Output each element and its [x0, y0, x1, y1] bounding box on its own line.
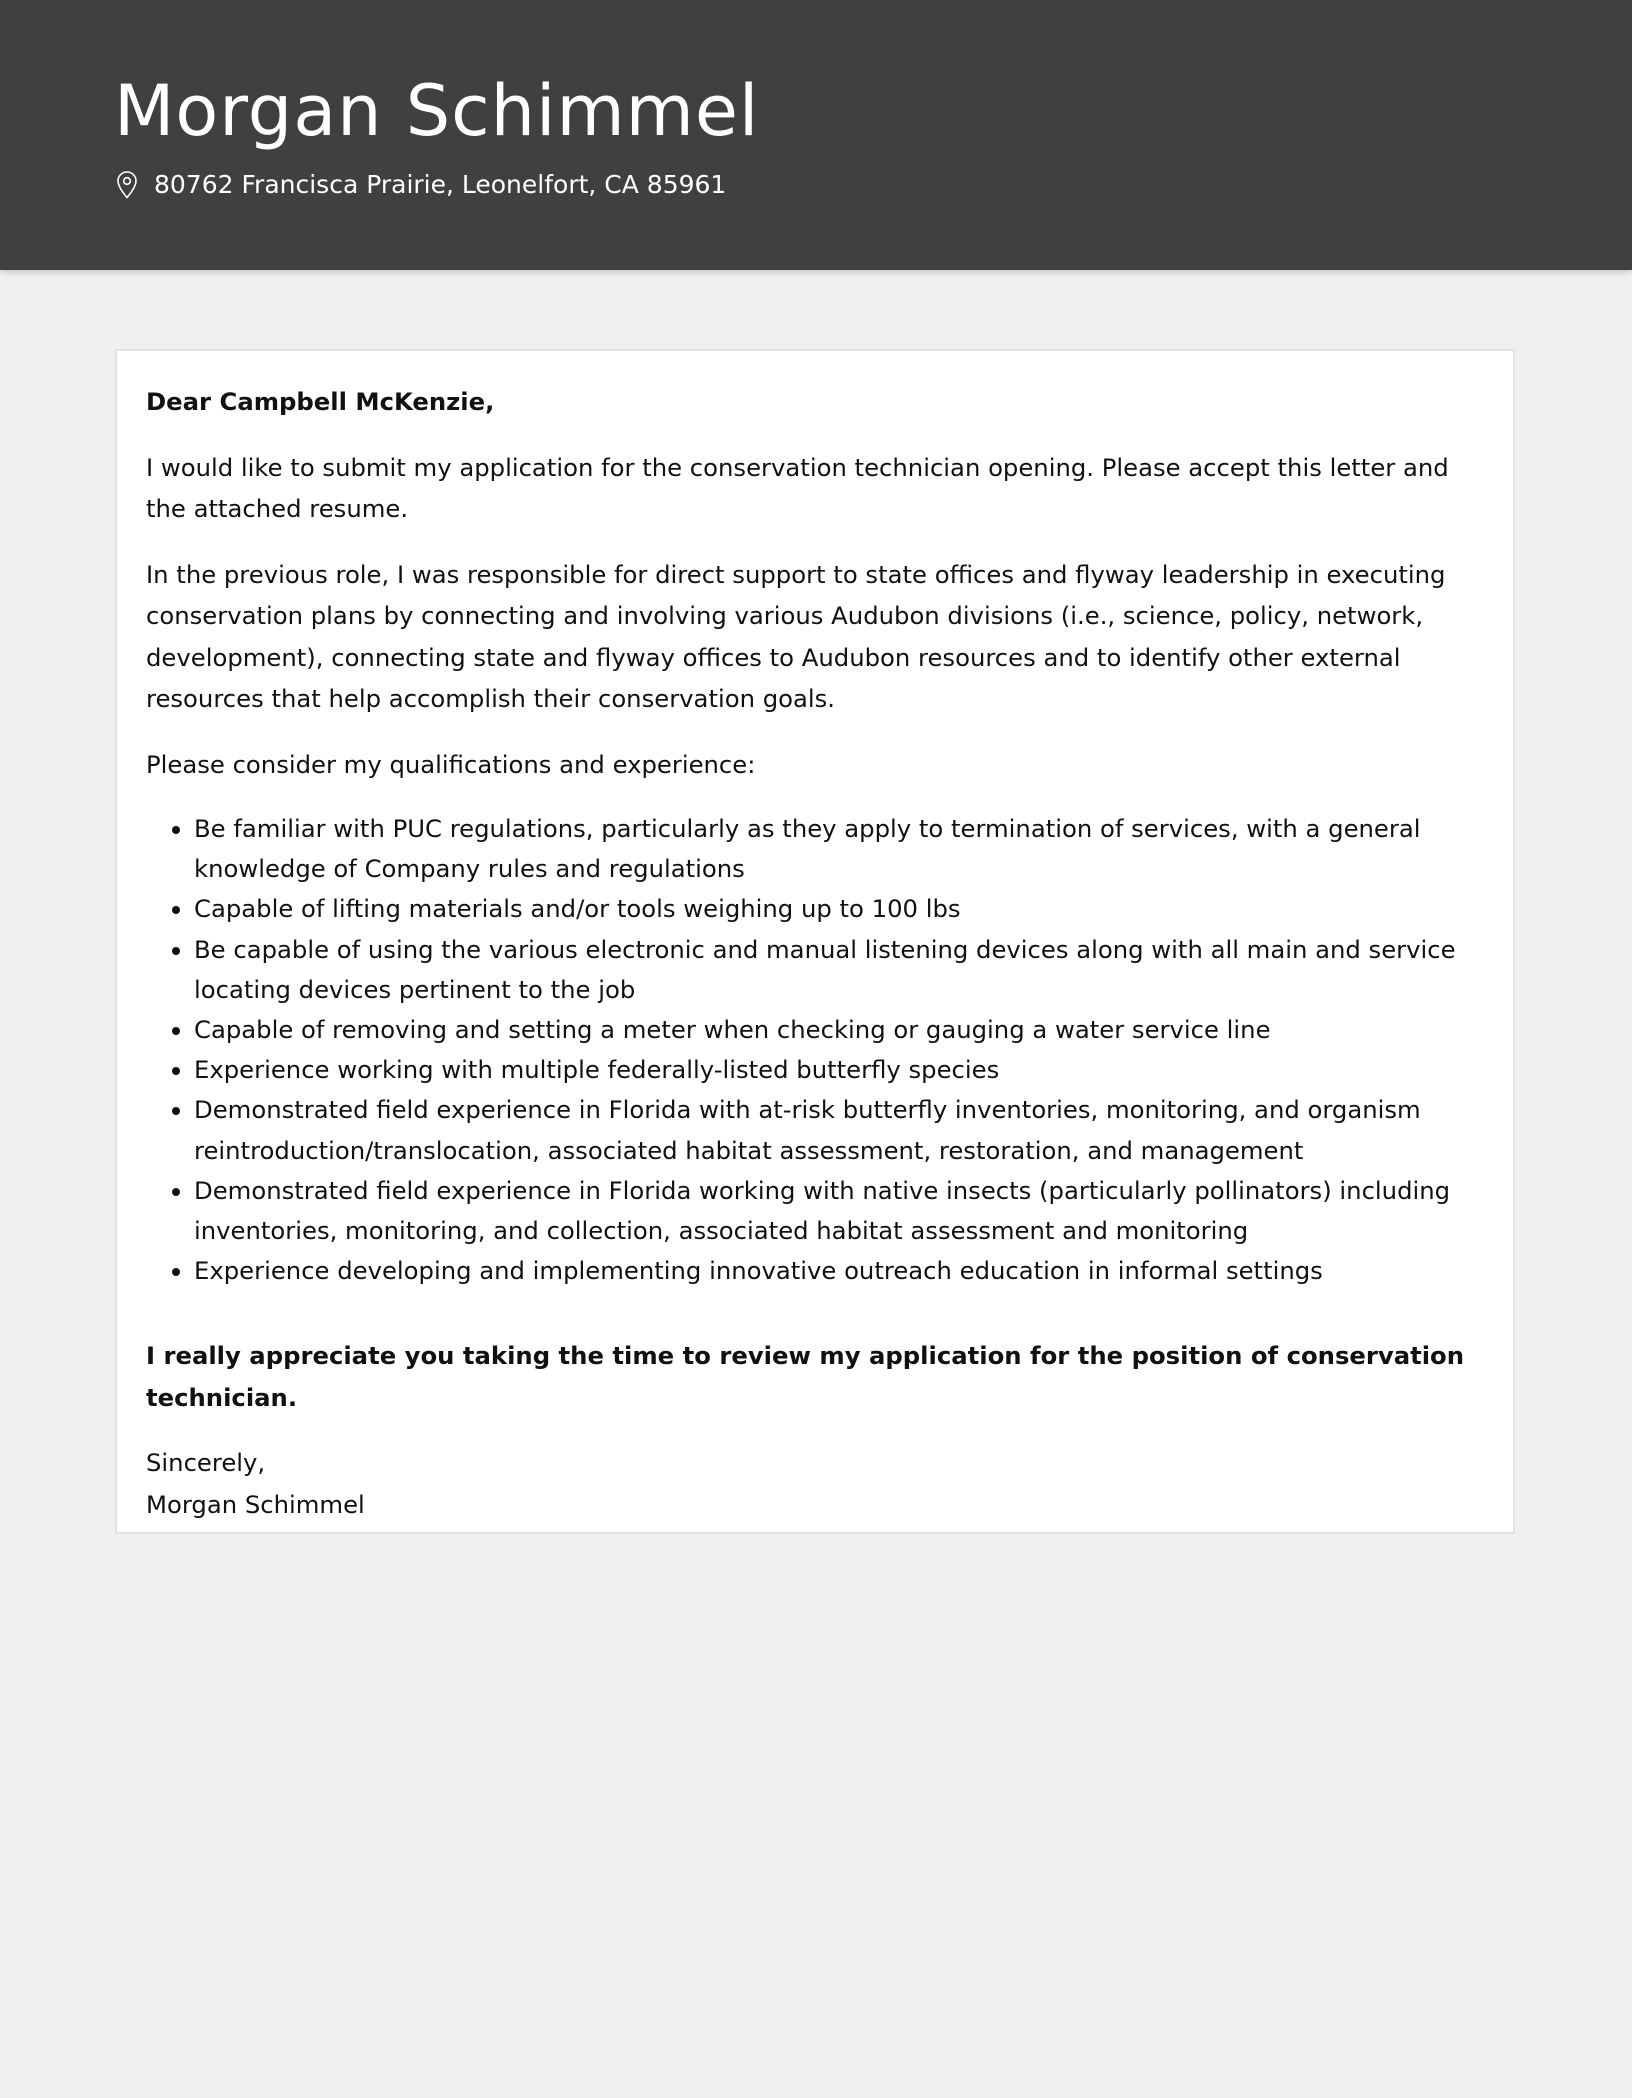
- applicant-address: 80762 Francisca Prairie, Leonelfort, CA 85961: [154, 170, 727, 199]
- qualification-item: • Demonstrated field experience in Florida working with native insects (particularly pollinators) including inventories, monitoring, and collection, associated habitat assessment and monitoring: [194, 1171, 1483, 1251]
- qualifications-intro: Please consider my qualifications and experience:: [146, 749, 756, 779]
- qualification-item: • Experience developing and implementing innovative outreach education in informal settings: [194, 1251, 1483, 1291]
- qualifications-list: [146, 809, 1483, 1291]
- qualification-item: • Be capable of using the various electronic and manual listening devices along with all main and service locating devices pertinent to the job: [194, 930, 1483, 1010]
- signature: Morgan Schimmel: [146, 1489, 365, 1519]
- location-pin-icon: [116, 170, 138, 200]
- qualification-item: • Experience working with multiple federally-listed butterfly species: [194, 1050, 1483, 1090]
- signoff: Sincerely,: [146, 1448, 266, 1478]
- qualification-item: • Capable of removing and setting a meter when checking or gauging a water service line: [194, 1010, 1483, 1050]
- header-banner: [0, 0, 1632, 270]
- cover-letter-card: [115, 349, 1515, 1534]
- qualification-item: • Demonstrated field experience in Florida with at-risk butterfly inventories, monitoring, and organism reintroduction/translocation, associated habitat assessment, restoration, and management: [194, 1090, 1483, 1170]
- intro-paragraph: I would like to submit my application for the conservation technician opening. Please accept this letter and the attached resume.: [146, 452, 1449, 523]
- applicant-name: Morgan Schimmel: [114, 70, 760, 152]
- address-row: [116, 165, 726, 205]
- salutation: Dear Campbell McKenzie,: [146, 387, 495, 416]
- experience-paragraph: In the previous role, I was responsible for direct support to state offices and flyway leadership in executing conservation plans by connecting and involving various Audubon divisions (i.e., science, policy, network, development), connecting state and flyway offices to Audubon resources and to identify other external resources that help accomplish their conservation goals.: [146, 559, 1446, 713]
- qualification-item: • Be familiar with PUC regulations, particularly as they apply to termination of services, with a general knowledge of Company rules and regulations: [194, 809, 1483, 889]
- qualification-item: • Capable of lifting materials and/or tools weighing up to 100 lbs: [194, 889, 1483, 929]
- closing-statement: I really appreciate you taking the time to review my application for the position of conservation technician.: [146, 1341, 1465, 1412]
